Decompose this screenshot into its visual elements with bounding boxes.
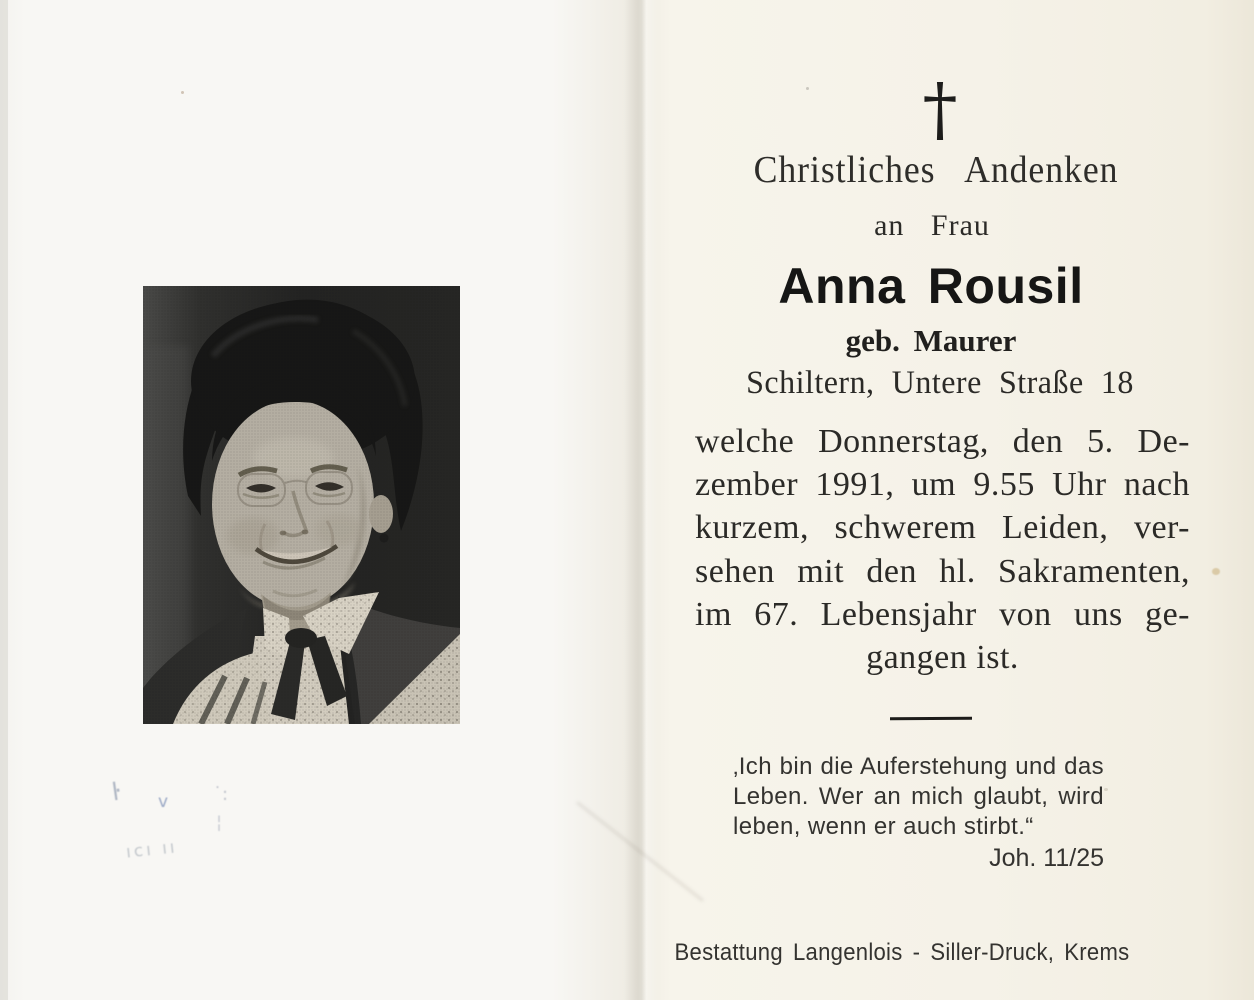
obituary-line: im 67. Lebensjahr von uns ge- [695,595,1190,633]
salutation: an Frau [874,209,990,242]
obituary-line: welche Donnerstag, den 5. De- [695,423,1190,460]
obituary-line: gangen ist. [866,639,1019,677]
paper-speck [1212,568,1220,575]
deceased-name: Anna Rousil [778,258,1084,314]
obituary-paragraph [695,420,1190,679]
maiden-name: geb. Maurer [845,323,1017,358]
printer-imprint: Bestattung Langenlois - Siller-Druck, Krems [674,939,1130,966]
paper-speck [1104,788,1108,791]
scripture-quote [733,752,1104,842]
obituary-line: kurzem, schwerem Leiden, ver- [695,509,1190,547]
pencil-ghost-mark: ıcı ıı [125,837,179,863]
paper-speck [806,87,809,90]
section-divider-rule [890,717,972,721]
cross-icon: † [922,68,958,150]
quote-line: Leben. Wer an mich glaubt, wird [733,783,1104,810]
pencil-ghost-mark: ˙: [213,784,229,805]
obituary-line: zember 1991, um 9.55 Uhr nach [695,466,1190,504]
quote-line: leben, wenn er auch stirbt.“ [733,813,1034,840]
obituary-line: sehen mit den hl. Sakramenten, [695,552,1190,590]
pencil-ghost-mark: v [158,792,169,812]
paper-speck [181,91,184,94]
card-title: Christliches Andenken [753,149,1119,191]
address-line: Schiltern, Untere Straße 18 [746,365,1134,401]
pencil-ghost-mark: ¦ [216,812,223,833]
pencil-ghost-mark: ŀ [110,777,123,807]
scripture-citation: Joh. 11/25 [989,844,1104,872]
quote-line: ‚Ich bin die Auferstehung und das [733,753,1104,780]
